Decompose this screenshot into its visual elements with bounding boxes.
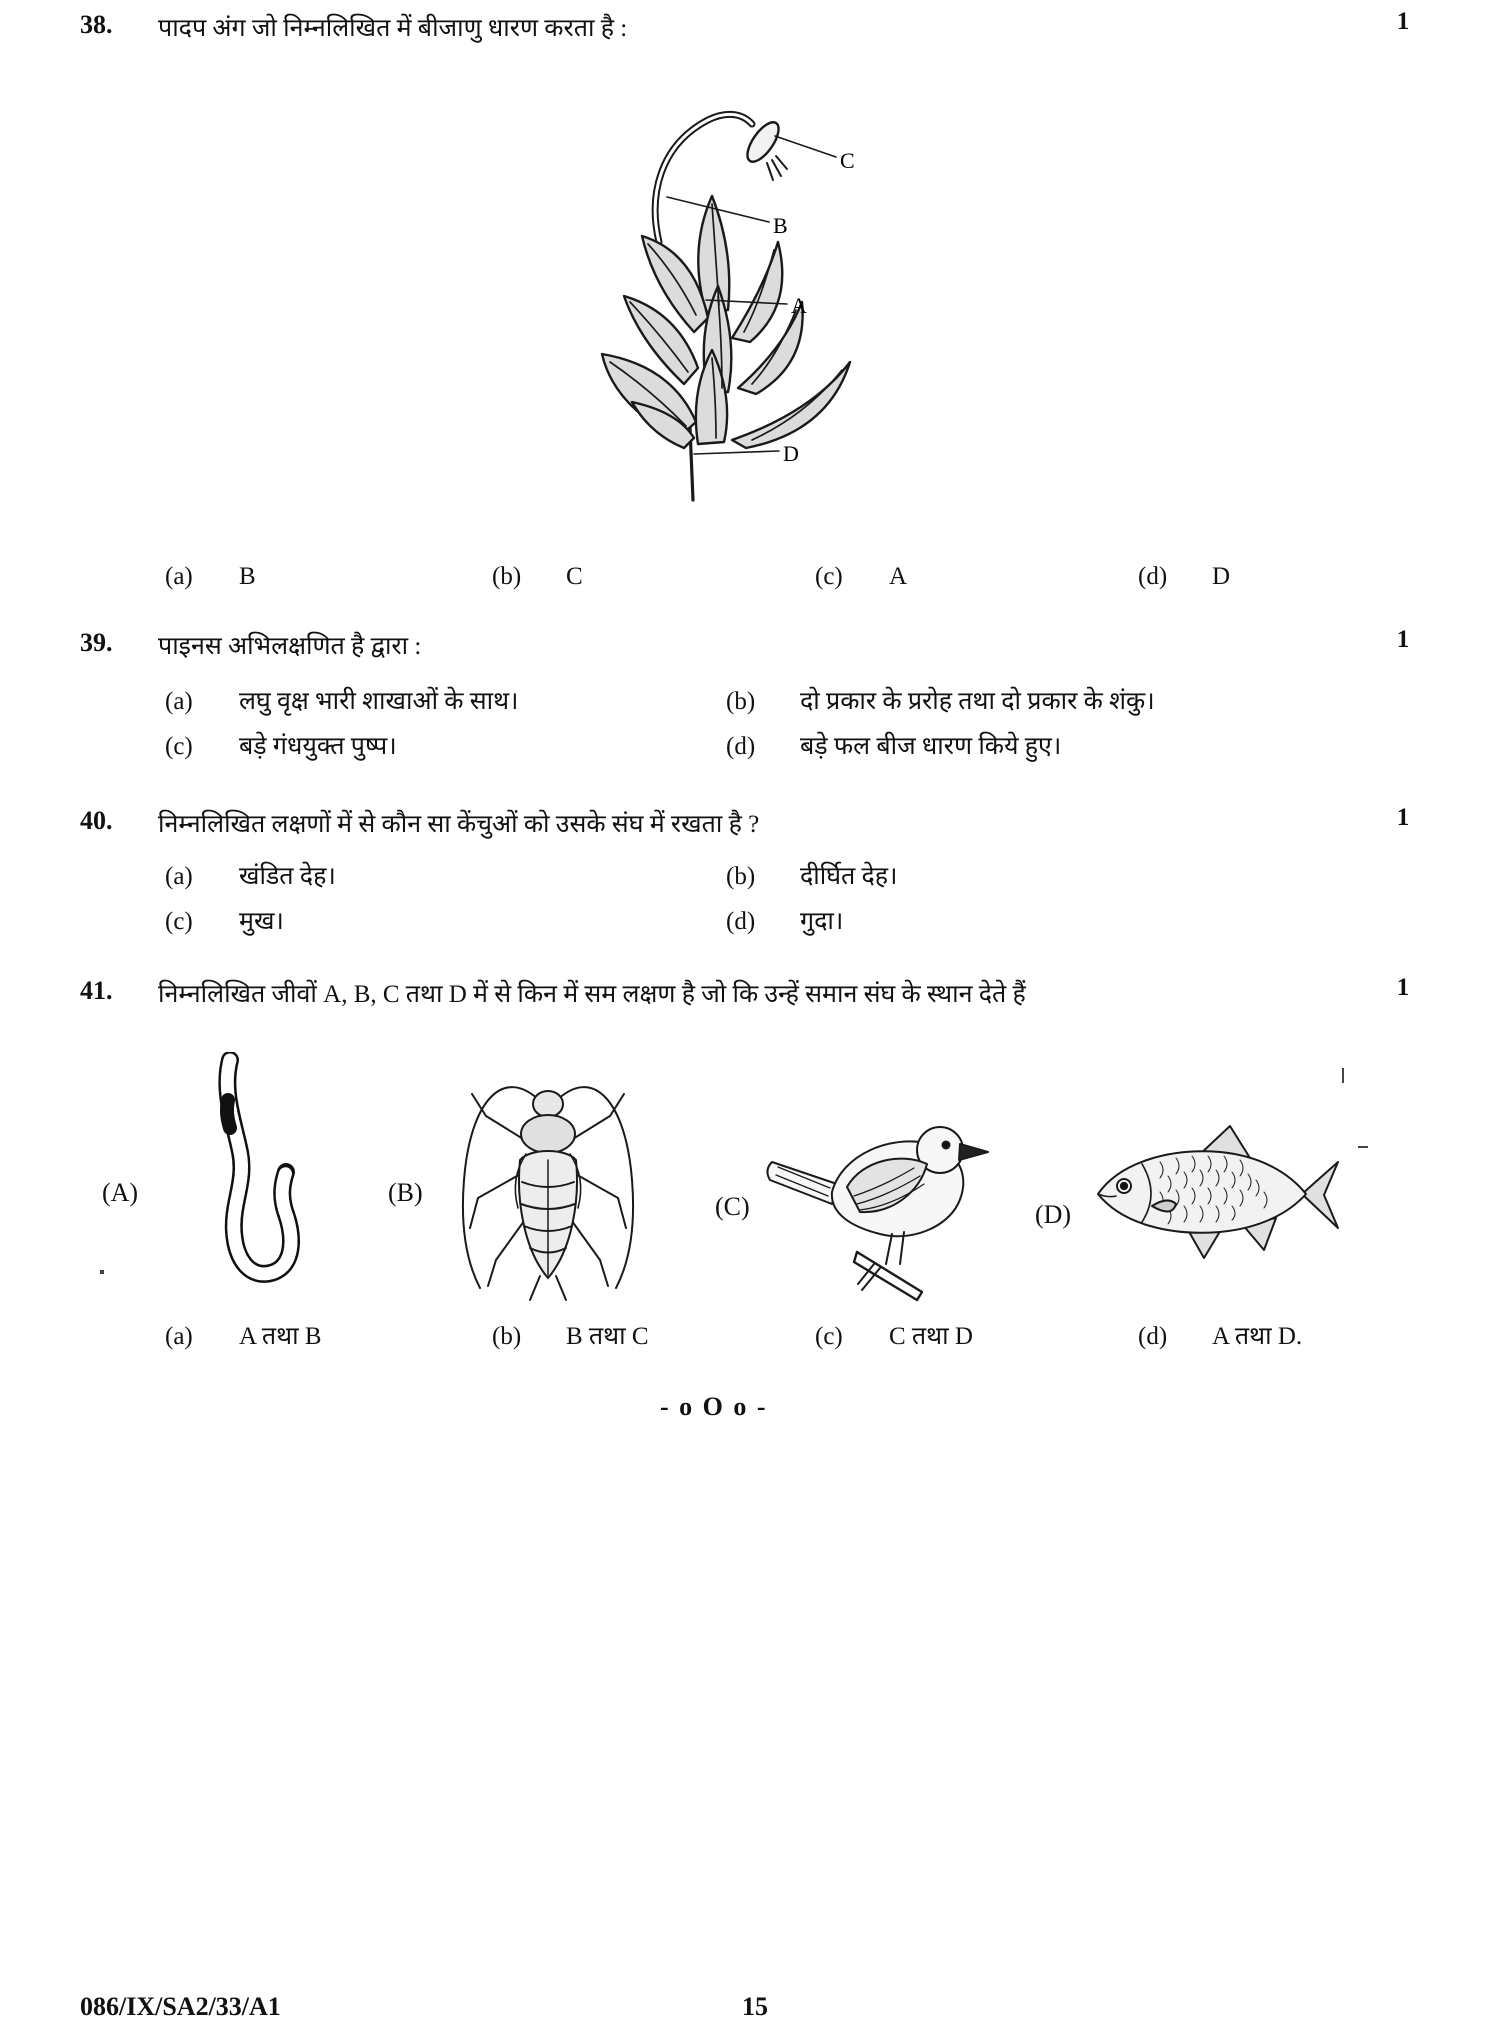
figure-label-c: C (840, 148, 855, 173)
option-letter: (d) (726, 908, 756, 935)
scan-artifact (1342, 1068, 1344, 1083)
organism-label-a: (A) (102, 1178, 139, 1207)
q39-text: पाइनस अभिलक्षणित है द्वारा : (158, 633, 422, 660)
option-letter: (b) (492, 563, 522, 590)
option-value: B (239, 563, 256, 590)
moss-capsule-icon (742, 117, 787, 180)
q38-option-c (815, 563, 907, 591)
option-letter: (b) (492, 1323, 522, 1350)
option-letter: (c) (815, 563, 843, 590)
option-value: बड़े फल बीज धारण किये हुए। (800, 733, 1062, 760)
q41-option-c (815, 1318, 973, 1352)
q39-marks: 1 (1396, 626, 1410, 653)
page-number: 15 (742, 1992, 768, 2021)
q41-marks: 1 (1396, 974, 1410, 1001)
option-value: दीर्घित देह। (800, 863, 898, 890)
bird-drawing (762, 1092, 1012, 1307)
fish-drawing (1080, 1118, 1345, 1273)
scan-artifact (1358, 1146, 1368, 1148)
q40-option-c (165, 903, 284, 937)
scan-artifact (100, 1270, 104, 1274)
option-value: लघु वृक्ष भारी शाखाओं के साथ। (239, 688, 519, 715)
q41-text: निम्नलिखित जीवों A, B, C तथा D में से किन में सम लक्षण है जो कि उन्हें समान संघ के स्थान देते हैं (158, 981, 1026, 1008)
q41-option-b (492, 1318, 649, 1352)
option-letter: (a) (165, 1323, 193, 1350)
q39-option-c (165, 728, 397, 762)
option-value: C तथा D (889, 1323, 973, 1350)
q40-option-d (726, 903, 843, 937)
q39-option-a (165, 683, 519, 717)
earthworm-clitellum (227, 1100, 230, 1128)
figure-label-d: D (783, 441, 799, 466)
q40-marks: 1 (1396, 804, 1410, 831)
option-letter: (c) (815, 1323, 843, 1350)
q41-number: 41. (80, 976, 113, 1005)
figure-label-a: A (791, 293, 807, 318)
option-letter: (a) (165, 688, 193, 715)
option-value: A (889, 563, 908, 590)
q40-option-b (726, 858, 898, 892)
q38-number: 38. (80, 10, 113, 39)
organism-label-c: (C) (715, 1192, 750, 1221)
q41-option-d (1138, 1318, 1302, 1352)
option-value: A तथा B (239, 1323, 322, 1350)
q39-option-d (726, 728, 1061, 762)
organism-label-b: (B) (388, 1178, 423, 1207)
option-letter: (b) (726, 863, 756, 890)
option-value: B तथा C (566, 1323, 649, 1350)
option-letter: (d) (1138, 563, 1168, 590)
option-letter: (b) (726, 688, 756, 715)
organism-label-d: (D) (1035, 1200, 1072, 1229)
option-letter: (d) (726, 733, 756, 760)
option-letter: (a) (165, 863, 193, 890)
moss-plant-figure (556, 100, 901, 510)
q41-option-a (165, 1318, 322, 1352)
option-value: बड़े गंधयुक्त पुष्प। (239, 733, 397, 760)
option-value: खंडित देह। (239, 863, 336, 890)
q40-number: 40. (80, 806, 113, 835)
option-letter: (a) (165, 563, 193, 590)
option-letter: (c) (165, 908, 193, 935)
end-of-paper-marker: - o O o - (660, 1392, 768, 1421)
q40-text: निम्नलिखित लक्षणों में से कौन सा केंचुओं को उसके संघ में रखता है ? (158, 811, 760, 838)
figure-label-b: B (773, 213, 788, 238)
q39-number: 39. (80, 628, 113, 657)
option-value: गुदा। (800, 908, 844, 935)
bird-beak (959, 1144, 988, 1160)
cockroach-drawing (448, 1050, 648, 1308)
q38-marks: 1 (1396, 8, 1410, 35)
q38-option-d (1138, 563, 1230, 591)
option-value: मुख। (239, 908, 284, 935)
option-letter: (c) (165, 733, 193, 760)
option-value: D (1212, 563, 1231, 590)
q38-option-b (492, 563, 583, 591)
paper-code: 086/IX/SA2/33/A1 (80, 1992, 281, 2021)
q40-option-a (165, 858, 336, 892)
option-value: A तथा D. (1212, 1323, 1303, 1350)
q38-option-a (165, 563, 256, 591)
option-value: दो प्रकार के प्ररोह तथा दो प्रकार के शंकु। (800, 688, 1155, 715)
earthworm-drawing (182, 1052, 322, 1302)
q39-option-b (726, 683, 1155, 717)
option-value: C (566, 563, 583, 590)
option-letter: (d) (1138, 1323, 1168, 1350)
q38-text: पादप अंग जो निम्नलिखित में बीजाणु धारण करता है : (158, 15, 628, 42)
moss-leaves (602, 196, 850, 448)
